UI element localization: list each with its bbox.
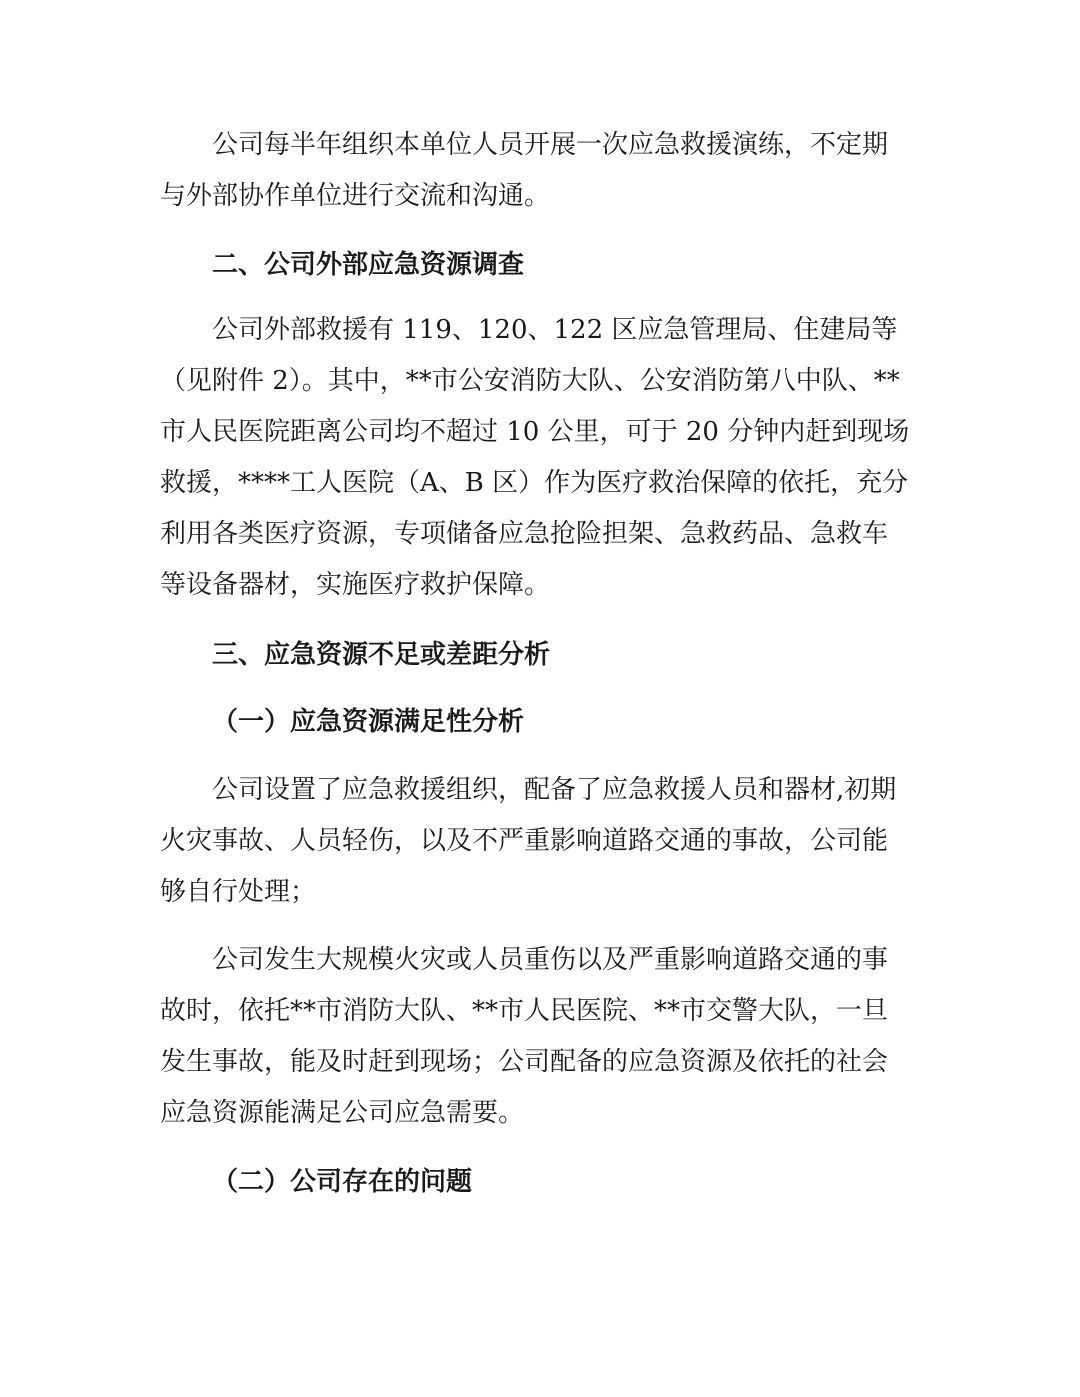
section-heading (160, 1157, 920, 1208)
text-line: 救援，****工人医院（A、B 区）作为医疗救治保障的依托，充分 (160, 468, 909, 498)
text-line: 等设备器材，实施医疗救护保障。 (160, 570, 551, 600)
text-line: （见附件 2）。其中，**市公安消防大队、公安消防第八中队、** (160, 366, 900, 396)
text-line: 市人民医院距离公司均不超过 10 公里，可于 20 分钟内赶到现场 (160, 417, 910, 447)
text-line: 公司每半年组织本单位人员开展一次应急救援演练，不定期 (212, 130, 889, 160)
text-line: 与外部协作单位进行交流和沟通。 (160, 181, 551, 211)
text-line: 三、应急资源不足或差距分析 (212, 640, 551, 670)
body-paragraph (160, 305, 920, 611)
text-line: 公司设置了应急救援组织，配备了应急救援人员和器材,初期 (212, 775, 897, 805)
text-line: 利用各类医疗资源，专项储备应急抢险担架、急救药品、急救车 (160, 519, 889, 549)
text-line: 故时，依托**市消防大队、**市人民医院、**市交警大队，一旦 (160, 996, 889, 1026)
text-line: 公司外部救援有 119、120、122 区应急管理局、住建局等 (212, 315, 898, 345)
text-line: 应急资源能满足公司应急需要。 (160, 1098, 525, 1128)
text-line: 公司发生大规模火灾或人员重伤以及严重影响道路交通的事 (212, 945, 889, 975)
body-paragraph (160, 120, 920, 222)
text-line: （一）应急资源满足性分析 (212, 707, 525, 737)
section-heading (160, 630, 920, 681)
text-line: 发生事故，能及时赶到现场；公司配备的应急资源及依托的社会 (160, 1047, 889, 1077)
text-line: 够自行处理； (160, 877, 317, 907)
body-paragraph (160, 935, 920, 1139)
text-line: 二、公司外部应急资源调查 (212, 250, 525, 280)
section-heading (160, 697, 920, 748)
body-paragraph (160, 765, 920, 918)
text-line: （二）公司存在的问题 (212, 1167, 473, 1197)
section-heading (160, 240, 920, 291)
text-line: 火灾事故、人员轻伤，以及不严重影响道路交通的事故，公司能 (160, 826, 889, 856)
